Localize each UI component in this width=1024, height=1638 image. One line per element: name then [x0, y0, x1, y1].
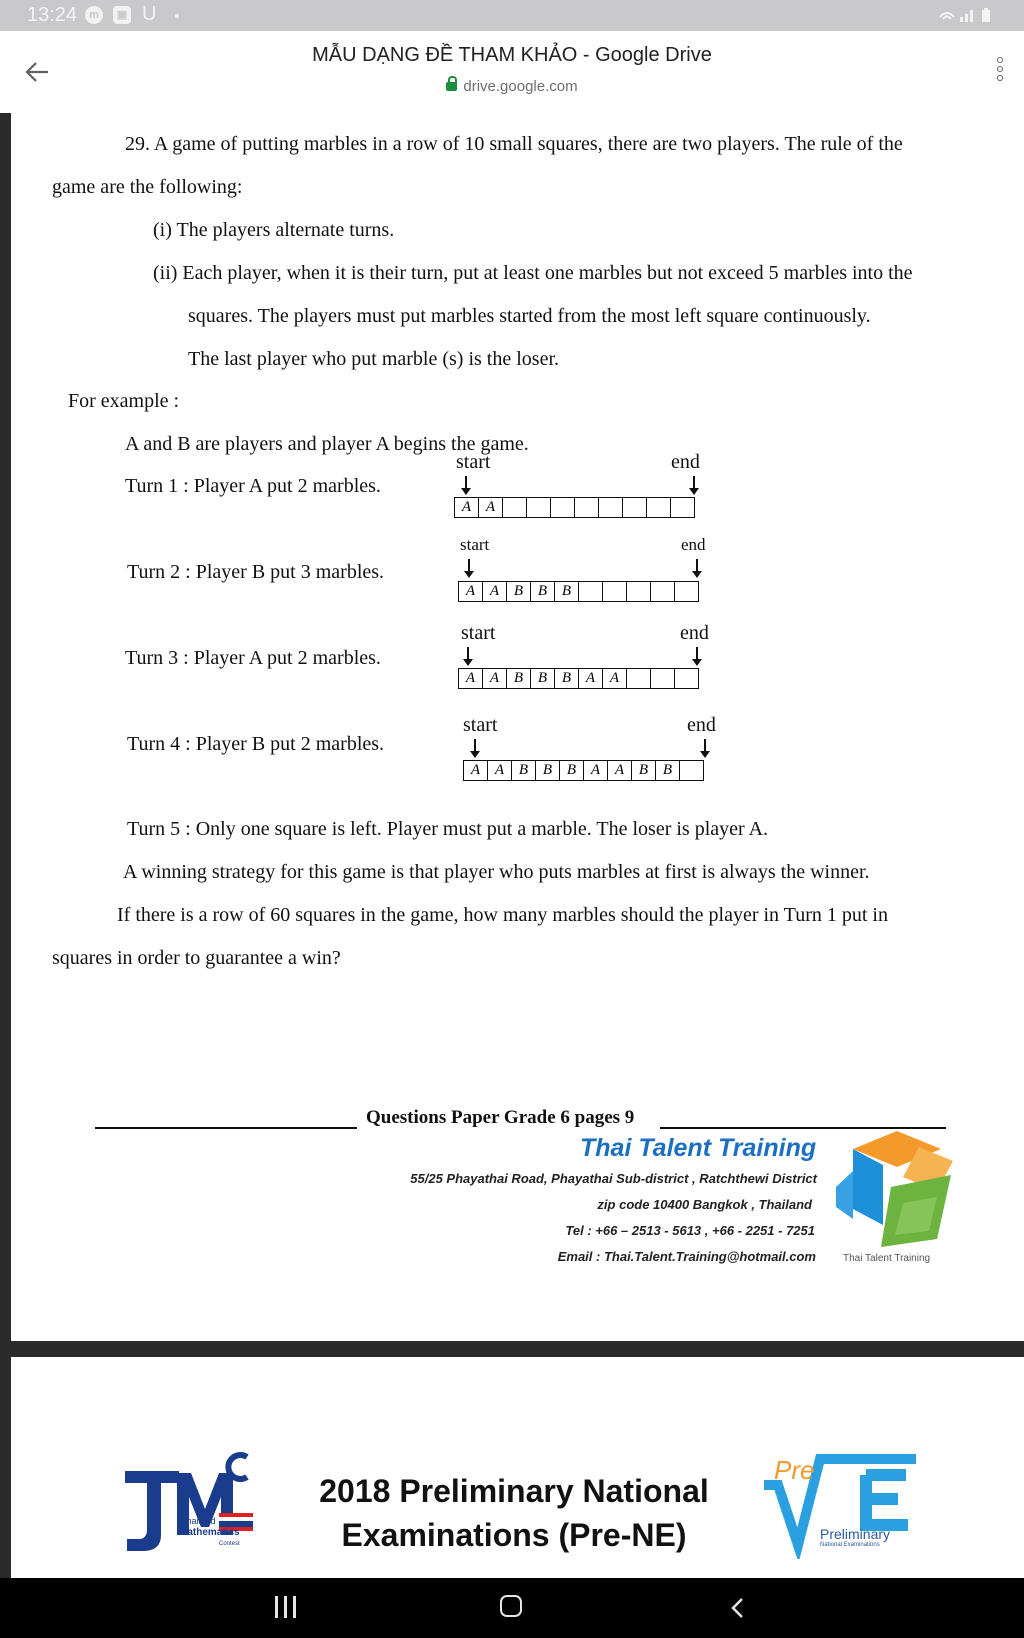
drive-header	[0, 31, 1024, 114]
players-line: A and B are players and player A begins the game.	[125, 433, 529, 455]
u-icon: U	[142, 3, 157, 25]
turn-label: Turn 2 : Player B put 3 marbles.	[127, 561, 385, 583]
down-arrow-icon	[465, 476, 467, 490]
exam-title-line2: Examinations (Pre-NE)	[341, 1517, 687, 1553]
turn-label: Turn 4 : Player B put 2 marbles.	[127, 733, 385, 755]
logo-caption: Thai Talent Training	[843, 1253, 931, 1264]
square	[647, 498, 671, 517]
phone-line: Tel : +66 – 2513 - 5613 , +66 - 2251 - 7251	[565, 1223, 815, 1238]
down-arrow-icon	[696, 647, 698, 661]
square	[651, 582, 675, 601]
square	[527, 498, 551, 517]
brand-name: Thai Talent Training	[580, 1134, 817, 1162]
end-label: end	[687, 714, 716, 736]
footer-rule	[660, 1127, 946, 1129]
turn-label: Turn 3 : Player A put 2 marbles.	[125, 647, 381, 669]
square	[551, 498, 575, 517]
pre-ne-logo-icon: Pre Preliminary National Examinations	[758, 1449, 928, 1559]
tmc-logo-icon: Thailand Mathematics Contest	[121, 1443, 261, 1557]
square: B	[512, 761, 536, 780]
address-line: 55/25 Phayathai Road, Phayathai Sub-district , Ratchthewi District	[410, 1171, 817, 1186]
square: B	[555, 582, 579, 601]
status-time: 13:24	[27, 4, 78, 26]
problem-line: 29. A game of putting marbles in a row of 10 small squares, there are two players. The rule of the	[125, 133, 903, 155]
down-arrow-icon	[693, 476, 695, 490]
square: A	[479, 498, 503, 517]
square: B	[531, 582, 555, 601]
signal-battery-icon	[938, 7, 998, 26]
square	[651, 669, 675, 688]
square	[599, 498, 623, 517]
square: B	[507, 669, 531, 688]
square: B	[531, 669, 555, 688]
square	[579, 582, 603, 601]
start-label: start	[461, 622, 496, 644]
square	[675, 669, 698, 688]
status-bar	[0, 0, 1024, 31]
rule-item: (i) The players alternate turns.	[153, 219, 395, 241]
recent-apps-button[interactable]	[275, 1596, 299, 1618]
end-label: end	[681, 535, 706, 554]
square: A	[459, 582, 483, 601]
square	[503, 498, 527, 517]
square: B	[507, 582, 531, 601]
document-page	[11, 1357, 1024, 1578]
document-viewer[interactable]	[0, 113, 1024, 1578]
document-url: drive.google.com	[0, 78, 1024, 95]
squares-row	[454, 497, 695, 518]
down-arrow-icon	[468, 559, 470, 573]
rule-item: squares. The players must put marbles started from the most left square continuously.	[188, 305, 871, 327]
more-vert-icon	[997, 57, 1003, 63]
start-label: start	[456, 451, 491, 473]
square: B	[536, 761, 560, 780]
squares-row	[463, 760, 704, 781]
square	[627, 669, 651, 688]
squares-row	[458, 581, 699, 602]
square	[603, 582, 627, 601]
notification-dot-icon	[175, 14, 179, 18]
turn-label: Turn 1 : Player A put 2 marbles.	[125, 475, 381, 497]
end-label: end	[680, 622, 709, 644]
rule-item: (ii) Each player, when it is their turn, put at least one marbles but not exceed 5 marbles into the	[153, 262, 913, 284]
square	[627, 582, 651, 601]
question-text: squares in order to guarantee a win?	[52, 947, 341, 969]
recent-apps-icon	[275, 1596, 278, 1618]
square	[623, 498, 647, 517]
rule-item: The last player who put marble (s) is the loser.	[188, 348, 560, 370]
question-text: If there is a row of 60 squares in the game, how many marbles should the player in Turn 1 put in	[117, 904, 888, 926]
square: A	[455, 498, 479, 517]
start-label: start	[460, 535, 490, 554]
home-button[interactable]	[500, 1595, 522, 1617]
footer-rule	[95, 1127, 357, 1129]
down-arrow-icon	[474, 739, 476, 753]
messenger-icon: m	[85, 6, 103, 24]
strategy-text: A winning strategy for this game is that player who puts marbles at first is always the winner.	[123, 861, 870, 883]
square: A	[483, 669, 507, 688]
square: A	[579, 669, 603, 688]
down-arrow-icon	[704, 739, 706, 753]
down-arrow-icon	[696, 559, 698, 573]
photo-icon: ▣	[113, 6, 131, 24]
footer-title: Questions Paper Grade 6 pages 9	[366, 1107, 635, 1128]
square: B	[632, 761, 656, 780]
nav-back-button[interactable]	[725, 1595, 751, 1621]
lock-icon	[446, 82, 457, 91]
square: A	[608, 761, 632, 780]
square: A	[464, 761, 488, 780]
square: A	[488, 761, 512, 780]
document-page	[11, 113, 1024, 1341]
end-label: end	[671, 451, 700, 473]
problem-line: game are the following:	[52, 176, 243, 198]
start-label: start	[463, 714, 498, 736]
square	[675, 582, 698, 601]
more-options-button[interactable]	[994, 55, 1006, 89]
square: B	[560, 761, 584, 780]
exam-title-line1: 2018 Preliminary National	[319, 1473, 709, 1509]
address-line: zip code 10400 Bangkok , Thailand	[597, 1197, 812, 1212]
navigation-bar	[0, 1578, 1024, 1638]
document-title: MẪU DẠNG ĐỀ THAM KHẢO - Google Drive	[312, 44, 712, 66]
square: A	[603, 669, 627, 688]
squares-row	[458, 668, 699, 689]
turn-5-text: Turn 5 : Only one square is left. Player must put a marble. The loser is player A.	[127, 818, 769, 840]
square: A	[584, 761, 608, 780]
cube-logo-icon	[833, 1131, 963, 1251]
square: B	[656, 761, 680, 780]
square	[680, 761, 703, 780]
email-line: Email : Thai.Talent.Training@hotmail.com	[557, 1249, 816, 1264]
square: A	[483, 582, 507, 601]
square: A	[459, 669, 483, 688]
down-arrow-icon	[467, 647, 469, 661]
square	[575, 498, 599, 517]
square: B	[555, 669, 579, 688]
square	[671, 498, 694, 517]
example-label: For example :	[68, 390, 180, 412]
chevron-left-icon	[725, 1595, 751, 1621]
